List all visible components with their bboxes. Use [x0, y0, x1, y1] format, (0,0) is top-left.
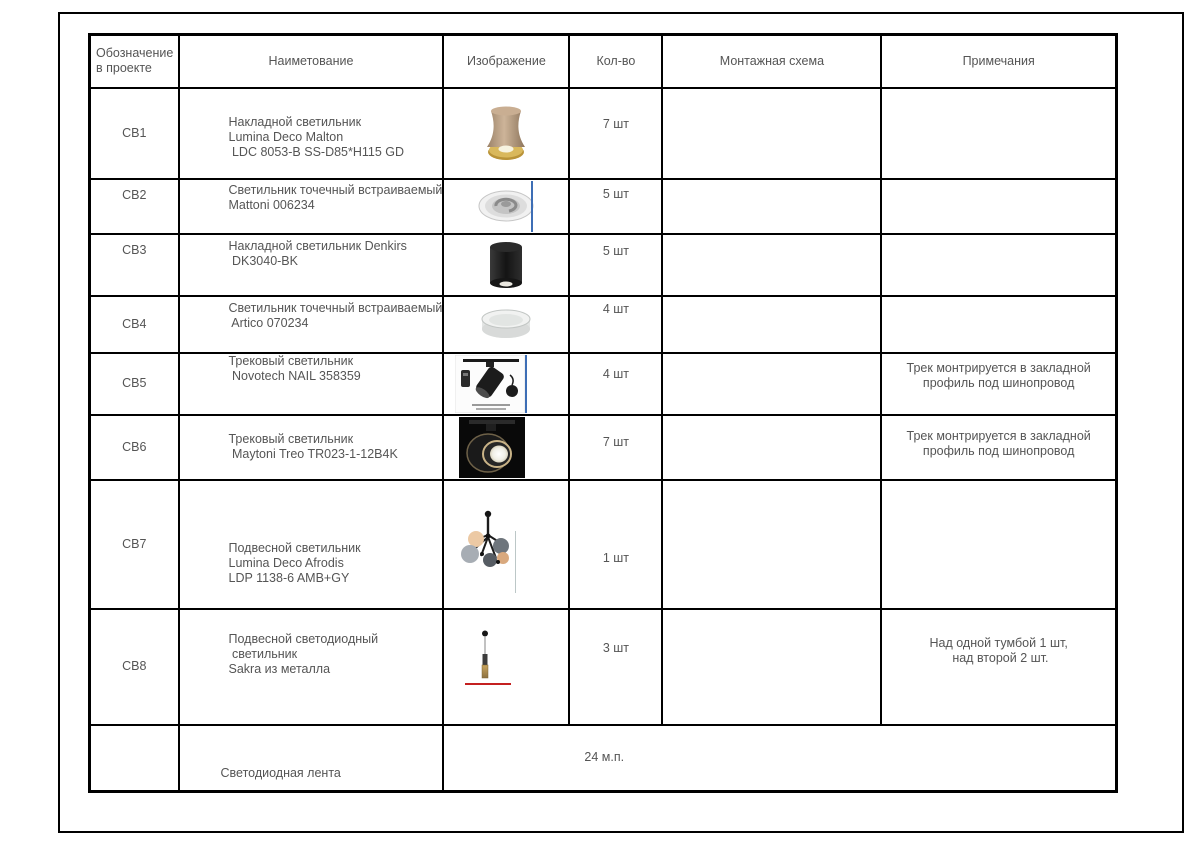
name-line: Mattoni 006234 [228, 197, 315, 212]
table-row [90, 234, 1117, 296]
black-track-spot-remote-image [455, 355, 525, 413]
name-line: Светильник точечный встраиваемый [228, 182, 443, 197]
notes-cell [881, 88, 1116, 179]
designation-cell: СВ7 [90, 480, 179, 609]
footer-qty-cell: 24 м.п. [443, 725, 1116, 792]
qty-cell: 4 шт [569, 296, 662, 353]
name-line: Накладной светильник Denkirs [228, 238, 407, 253]
image-cell [443, 353, 569, 415]
scheme-cell [662, 179, 881, 234]
black-cylinder-light-image [487, 241, 525, 289]
designation-cell: СВ1 [90, 88, 179, 179]
name-cell [179, 480, 444, 609]
image-cell [443, 179, 569, 234]
scheme-cell [662, 296, 881, 353]
designation-cell: СВ2 [90, 179, 179, 234]
table-row [90, 296, 1117, 353]
spec-table [88, 33, 1118, 793]
notes-cell [881, 609, 1116, 725]
notes-cell [881, 234, 1116, 296]
table-row [90, 88, 1117, 179]
name-cell [179, 88, 444, 179]
notes-cell [881, 296, 1116, 353]
image-cell [443, 415, 569, 480]
notes-cell [881, 353, 1116, 415]
table-row [90, 415, 1117, 480]
header-row [90, 35, 1117, 88]
qty-cell: 5 шт [569, 179, 662, 234]
column-header-qty: Кол-во [569, 35, 662, 88]
notes-cell [881, 480, 1116, 609]
name-line: Трековый светильник [228, 431, 354, 446]
qty-cell: 7 шт [569, 88, 662, 179]
multi-globe-chandelier-image [458, 510, 516, 578]
notes-line: над второй 2 шт. [948, 650, 1049, 665]
name-cell [179, 609, 444, 725]
column-header-notes: Примечания [881, 35, 1116, 88]
image-cell [443, 296, 569, 353]
tiny-caption-line [472, 404, 510, 406]
scheme-cell [662, 353, 881, 415]
scheme-cell [662, 480, 881, 609]
tiny-caption-line [476, 408, 506, 410]
designation-cell [90, 725, 179, 792]
table-row [90, 609, 1117, 725]
name-cell [179, 179, 444, 234]
scheme-cell [662, 415, 881, 480]
name-line: Artico 070234 [228, 315, 309, 330]
qty-cell: 1 шт [569, 480, 662, 609]
name-line: Sakra из металла [228, 661, 331, 676]
designation-cell: СВ5 [90, 353, 179, 415]
notes-line: Трек монтрируется в закладной [906, 360, 1091, 375]
qty-cell: 3 шт [569, 609, 662, 725]
table-row [90, 480, 1117, 609]
red-marker-line [465, 683, 511, 685]
blue-marker-line [525, 355, 527, 413]
slim-brass-pendant-image [474, 630, 496, 680]
name-line: LDP 1138-6 AMB+GY [228, 570, 350, 585]
name-line: Novotech NAIL 358359 [228, 368, 361, 383]
notes-line: Трек монтрируется в закладной [906, 428, 1091, 443]
scheme-cell [662, 88, 881, 179]
name-line: Lumina Deco Malton [228, 129, 344, 144]
designation-cell: СВ6 [90, 415, 179, 480]
name-cell [179, 296, 444, 353]
blue-marker-line [531, 181, 533, 232]
grey-marker-line [515, 531, 516, 593]
notes-line: профиль под шинопровод [922, 375, 1075, 390]
qty-cell: 5 шт [569, 234, 662, 296]
glass-recessed-spot-image [478, 307, 534, 341]
qty-cell: 4 шт [569, 353, 662, 415]
name-line: Подвесной светильник [228, 540, 361, 555]
notes-cell [881, 415, 1116, 480]
scheme-cell [662, 234, 881, 296]
designation-cell: СВ4 [90, 296, 179, 353]
notes-cell [881, 179, 1116, 234]
column-header-image: Изображение [443, 35, 569, 88]
designation-cell: СВ8 [90, 609, 179, 725]
column-header-name: Наиметование [179, 35, 444, 88]
name-line: DK3040-BK [228, 253, 298, 268]
column-header-designation: Обозначение в проекте [90, 35, 179, 88]
name-line: Светильник точечный встраиваемый [228, 300, 443, 315]
table-row [90, 179, 1117, 234]
name-line: Maytoni Treo TR023-1-12B4K [228, 446, 398, 461]
footer-row [90, 725, 1117, 792]
name-line: Подвесной светодиодный [228, 631, 379, 646]
designation-cell: СВ3 [90, 234, 179, 296]
name-line: Накладной светильник [228, 114, 362, 129]
notes-line: профиль под шинопровод [922, 443, 1075, 458]
chrome-recessed-spot-image [477, 187, 535, 225]
image-cell [443, 88, 569, 179]
image-cell [443, 480, 569, 609]
name-line: Lumina Deco Afrodis [228, 555, 344, 570]
name-line: Трековый светильник [228, 353, 354, 368]
table-row [90, 353, 1117, 415]
qty-cell: 7 шт [569, 415, 662, 480]
name-cell [179, 234, 444, 296]
image-cell [443, 234, 569, 296]
gold-cylinder-light-image [483, 103, 529, 163]
name-cell [179, 353, 444, 415]
black-track-spot-gold-ring-image [459, 417, 525, 478]
image-cell [443, 609, 569, 725]
column-header-scheme: Монтажная схема [662, 35, 881, 88]
scheme-cell [662, 609, 881, 725]
footer-name-cell: Светодиодная лента [179, 725, 444, 792]
name-line: светильник [228, 646, 298, 661]
notes-line: Над одной тумбой 1 шт, [929, 635, 1068, 650]
name-cell [179, 415, 444, 480]
name-line: LDC 8053-B SS-D85*H115 GD [228, 144, 405, 159]
